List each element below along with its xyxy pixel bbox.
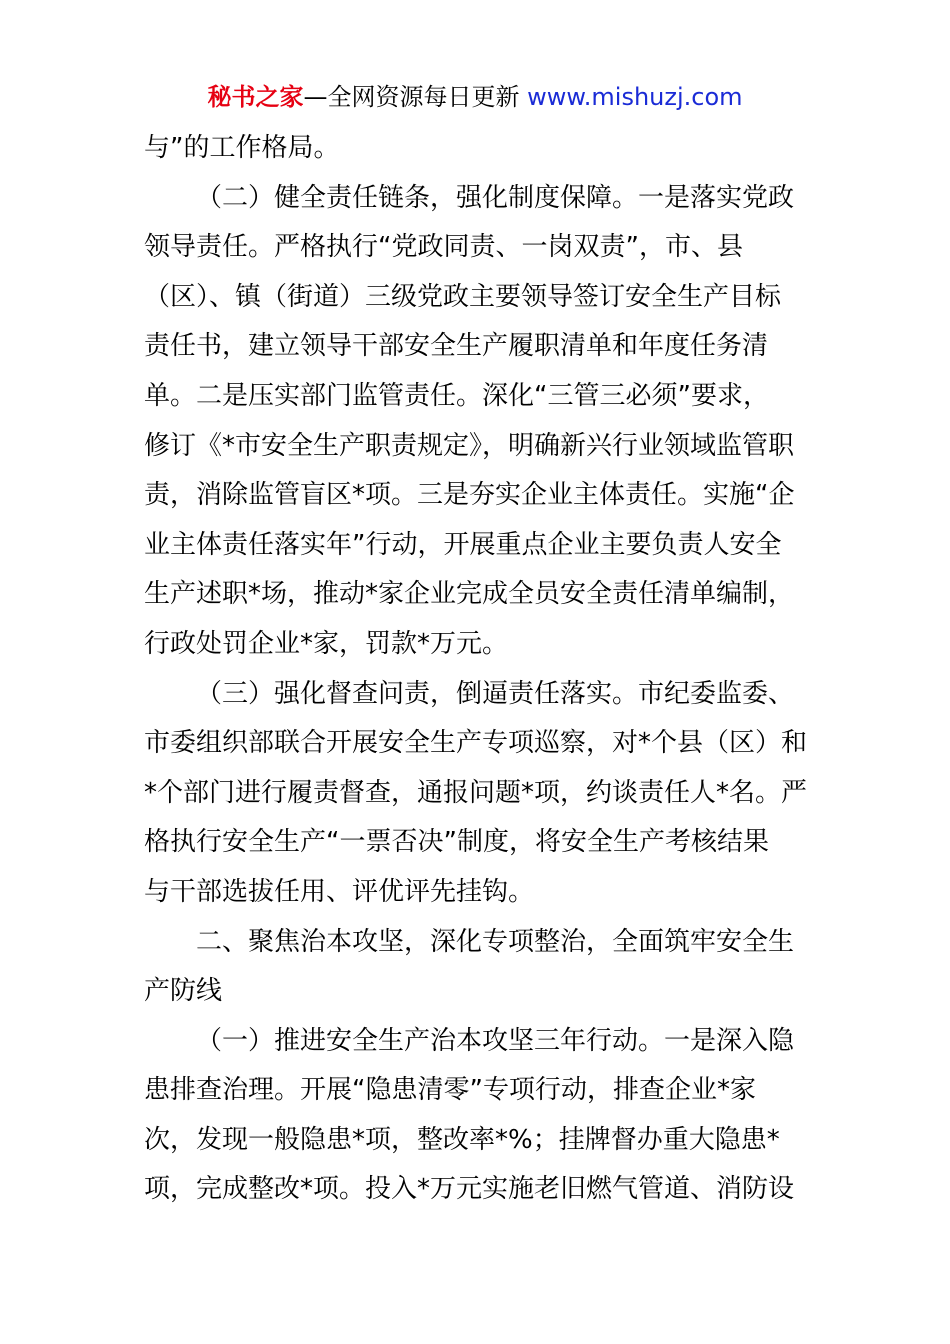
text-line: 患排查治理。开展“隐患清零”专项行动，排查企业*家 [144, 1075, 756, 1106]
document-body [144, 124, 810, 1215]
text-line: 与干部选拔任用、评优评先挂钩。 [144, 876, 535, 907]
text-line: 生产述职*场，推动*家企业完成全员安全责任清单编制， [144, 579, 795, 610]
site-url[interactable]: www.mishuzj.com [519, 83, 743, 111]
text-line: 行政处罚企业*家，罚款*万元。 [144, 628, 509, 659]
text-line: 责，消除监管盲区*项。三是夯实企业主体责任。实施“企 [144, 480, 795, 511]
text-line: （三）强化督查问责，倒逼责任落实。市纪委监委、 [196, 678, 795, 709]
text-line: 格执行安全生产“一票否决”制度，将安全生产考核结果 [144, 827, 769, 858]
text-line: 领导责任。严格执行“党政同责、一岗双责”，市、县 [144, 232, 743, 263]
text-line: （一）推进安全生产治本攻坚三年行动。一是深入隐 [196, 1025, 795, 1056]
text-line: 责任书，建立领导干部安全生产履职清单和年度任务清 [144, 331, 769, 362]
brand-name: 秘书之家 [207, 83, 304, 111]
watermark-header [0, 80, 950, 114]
text-line: 修订《*市安全生产职责规定》，明确新兴行业领域监管职 [144, 430, 795, 461]
header-tagline: —全网资源每日更新 [303, 83, 520, 111]
text-line: 次，发现一般隐患*项，整改率*%；挂牌督办重大隐患* [144, 1124, 780, 1155]
text-line: 单。二是压实部门监管责任。深化“三管三必须”要求， [144, 380, 769, 411]
text-line: （区）、镇（街道）三级党政主要领导签订安全生产目标 [144, 281, 782, 312]
text-line: 与”的工作格局。 [144, 133, 340, 163]
text-line: 项，完成整改*项。投入*万元实施老旧燃气管道、消防设 [144, 1174, 795, 1205]
section-heading: 二、聚焦治本攻坚，深化专项整治，全面筑牢安全生 [196, 926, 795, 957]
text-line: 市委组织部联合开展安全生产专项巡察，对*个县（区）和 [144, 728, 808, 759]
text-line: *个部门进行履责督查，通报问题*项，约谈责任人*名。严 [144, 777, 808, 808]
section-heading: 产防线 [144, 976, 223, 1007]
text-line: （二）健全责任链条，强化制度保障。一是落实党政 [196, 182, 795, 213]
text-line: 业主体责任落实年”行动，开展重点企业主要负责人安全 [144, 529, 782, 560]
